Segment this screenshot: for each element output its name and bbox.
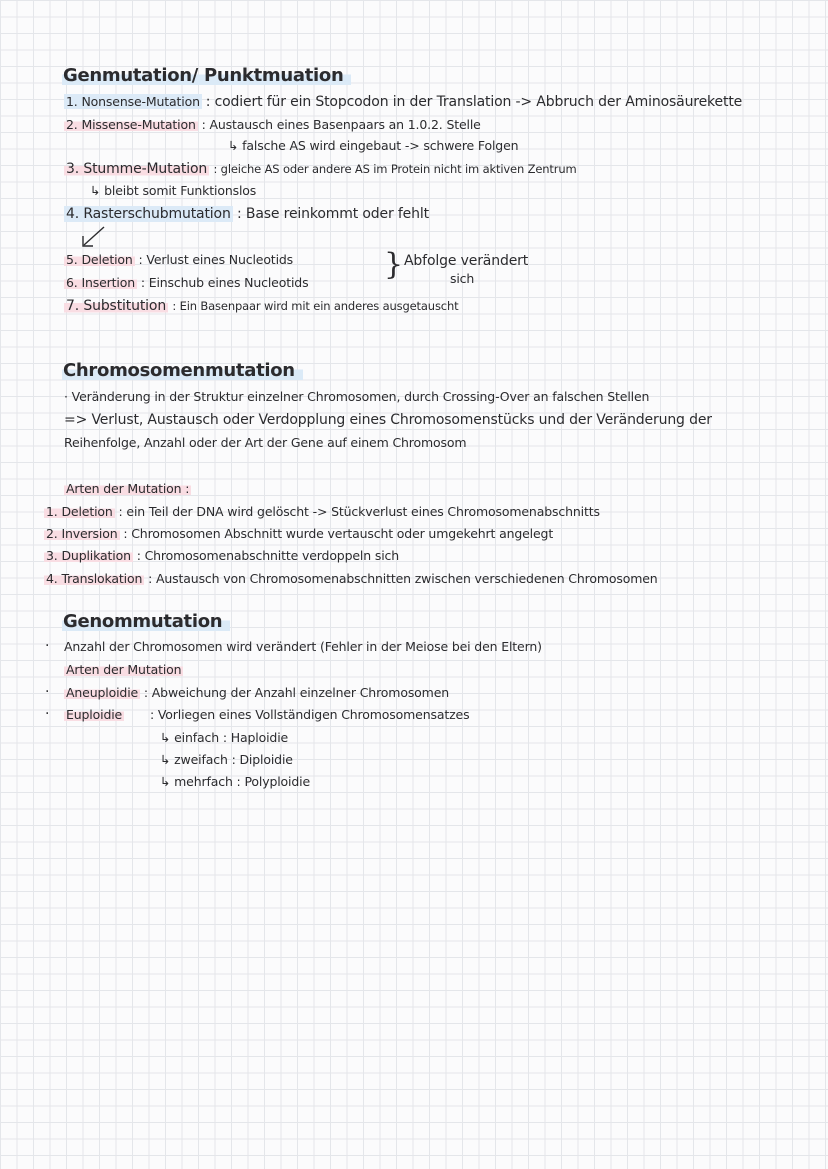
chromo-duplikation-text: : Chromosomenabschnitte verdoppeln sich [136,548,400,563]
euploidie-label: Euploidie [66,707,123,722]
brace-text-1: Abfolge verändert [404,253,529,269]
insertion-text: : Einschub eines Nucleotids [140,275,309,290]
genom-aneuploidie [64,685,449,701]
genom-euploidie [64,707,469,723]
stumme-text: : gleiche AS oder andere AS im Protein nicht im aktiven Zentrum [213,162,577,176]
nonsense-text: : codiert für ein Stopcodon in der Translation -> Abbruch der Aminosäurekette [205,94,743,110]
aneuploidie-label: Aneuploidie [66,685,139,700]
euploidie-sub-1: ↳ einfach : Haploidie [160,730,289,745]
chromo-inversion-text: : Chromosomen Abschnitt wurde vertauscht oder umgekehrt angelegt [123,526,554,541]
deletion-label: 5. Deletion [66,252,133,267]
chromosomenmutation-title: Chromosomenmutation [62,360,303,381]
genom-arten-title: Arten der Mutation [66,662,182,677]
aneuploidie-text: : Abweichung der Anzahl einzelner Chromosomen [143,685,450,700]
bullet-dot-icon: · [45,706,50,722]
genommutation-heading [62,611,230,633]
chromo-deletion-text: : ein Teil der DNA wird gelöscht -> Stückverlust eines Chromosomenabschnitts [118,504,600,519]
chromo-arten-4 [44,571,658,587]
chromo-arten-1 [44,504,600,520]
euploidie-sub-2: ↳ zweifach : Diploidie [160,752,293,767]
genom-line-1: Anzahl der Chromosomen wird verändert (Fehler in der Meiose bei den Eltern) [64,639,542,654]
arrow-down-left-icon [78,224,108,250]
insertion-label: 6. Insertion [66,275,135,290]
chromo-deletion-label: 1. Deletion [46,504,113,519]
euploidie-text: : Vorliegen eines Vollständigen Chromosomensatzes [149,707,470,722]
genom-arten-heading [64,662,183,678]
chromo-inversion-label: 2. Inversion [46,526,118,541]
curly-brace-icon: } [384,247,404,282]
genmutation-line-3 [64,161,577,177]
substitution-label: 7. Substitution [66,298,167,314]
bullet-dot-icon: · [45,684,50,700]
euploidie-sub-3: ↳ mehrfach : Polyploidie [160,774,311,789]
missense-text: : Austausch eines Basenpaars an 1.0.2. Stelle [201,117,481,132]
chromo-translokation-text: : Austausch von Chromosomenabschnitten zwischen verschiedenen Chromosomen [148,571,658,586]
chromo-arten-3 [44,548,399,564]
deletion-text: : Verlust eines Nucleotids [138,252,294,267]
genmutation-line-7 [64,298,458,314]
chromo-arten-heading [64,481,191,497]
chromo-para-2: => Verlust, Austausch oder Verdopplung eines Chromosomenstücks und der Veränderung der [64,412,712,428]
genommutation-title: Genommutation [62,611,230,632]
genmutation-title: Genmutation/ Punktmuation [62,65,351,86]
chromo-para-3: Reihenfolge, Anzahl oder der Art der Gene auf einem Chromosom [64,435,467,450]
genmutation-line-2 [64,117,481,133]
bullet-dot-icon: · [45,638,50,654]
substitution-text: : Ein Basenpaar wird mit ein anderes ausgetauscht [172,299,459,313]
chromo-translokation-label: 4. Translokation [46,571,143,586]
chromo-arten-title: Arten der Mutation : [66,481,190,496]
chromo-para-1: · Veränderung in der Struktur einzelner Chromosomen, durch Crossing-Over an falschen Stellen [64,389,650,404]
chromo-duplikation-label: 3. Duplikation [46,548,131,563]
chromo-arten-2 [44,526,553,542]
missense-sub: ↳ falsche AS wird eingebaut -> schwere Folgen [228,138,519,153]
stumme-sub: ↳ bleibt somit Funktionslos [90,183,257,198]
genmutation-heading [62,65,351,87]
stumme-label: 3. Stumme-Mutation [66,161,208,177]
brace-text-2: sich [450,271,475,286]
genmutation-line-6 [64,275,308,291]
genmutation-line-1 [64,94,742,110]
rasterschub-label: 4. Rasterschubmutation [66,206,231,222]
nonsense-label: 1. Nonsense-Mutation [66,94,200,109]
genmutation-line-4 [64,206,429,222]
chromosomenmutation-heading [62,360,303,382]
missense-label: 2. Missense-Mutation [66,117,196,132]
genmutation-line-5 [64,252,293,268]
rasterschub-text: : Base reinkommt oder fehlt [237,206,429,222]
